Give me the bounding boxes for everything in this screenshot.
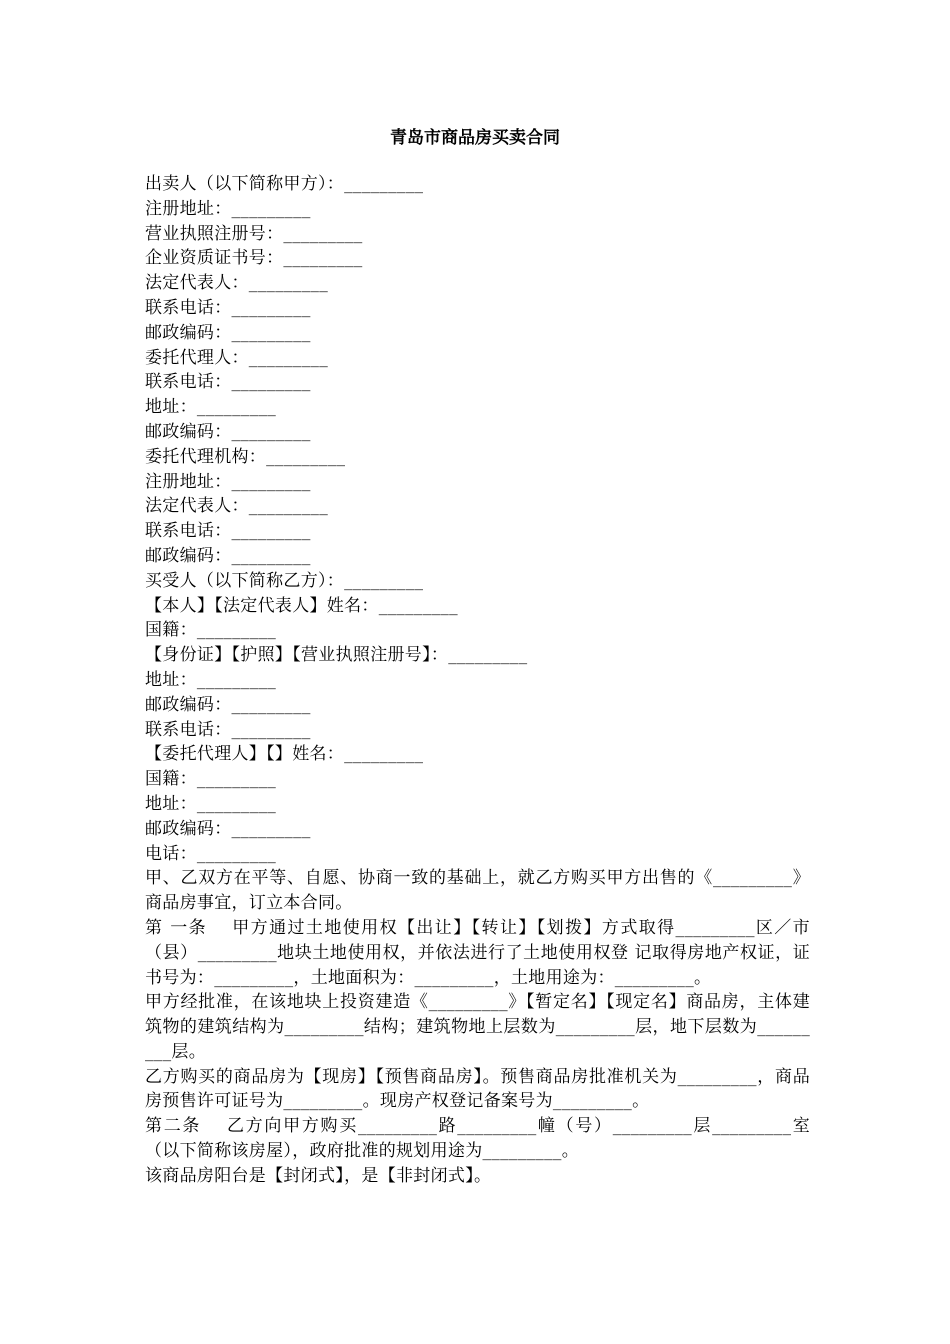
field-agency-postal-code: 邮政编码：_________: [145, 545, 311, 566]
field-seller: 出卖人（以下简称甲方）：_________: [145, 174, 424, 194]
field-buyer-agent-nationality: 国籍：_________: [145, 769, 277, 790]
field-legal-representative: 法定代表人：_________: [145, 273, 328, 294]
field-registered-address: 注册地址：_________: [145, 198, 311, 219]
field-buyer-id: 【身份证】【护照】【营业执照注册号】：_________: [145, 645, 528, 666]
paragraph-balcony: 该商品房阳台是【封闭式】，是【非封闭式】。: [145, 1165, 492, 1186]
field-agency-legal-representative: 法定代表人：_________: [145, 496, 328, 517]
field-buyer-name: 【本人】【法定代表人】姓名：_________: [145, 595, 458, 616]
field-buyer-agent-phone: 电话：_________: [145, 843, 277, 864]
field-agent: 委托代理人：_________: [145, 347, 328, 368]
document-title: 青岛市商品房买卖合同: [390, 128, 560, 148]
paragraph-construction: 甲方经批准，在该地块上投资建造《_________》【暂定名】【现定名】商品房，主体建筑物的建筑结构为_________结构；建筑物地上层数为_________层，地下层数为_________层。: [145, 992, 810, 1062]
field-business-license-no: 营业执照注册号：_________: [145, 223, 363, 244]
field-phone: 联系电话：_________: [145, 297, 311, 318]
document-body: [145, 172, 810, 1189]
field-buyer-phone: 联系电话：_________: [145, 719, 311, 740]
field-buyer-agent-address: 地址：_________: [145, 793, 277, 814]
paragraph-presale: 乙方购买的商品房为【现房】【预售商品房】。预售商品房批准机关为_________，商品房预售许可证号为_________。现房产权登记备案号为_________。: [145, 1066, 810, 1112]
field-buyer: 买受人（以下简称乙方）：_________: [145, 570, 424, 591]
paragraph-article-2: 第二条 乙方向甲方购买_________路_________幢（号）_________层_________室（以下简称该房屋），政府批准的规划用途为_________。: [145, 1116, 810, 1162]
field-agent-postal-code: 邮政编码：_________: [145, 421, 311, 442]
field-agent-phone: 联系电话：_________: [145, 372, 311, 393]
field-agency: 委托代理机构：_________: [145, 446, 346, 467]
field-buyer-agent-postal-code: 邮政编码：_________: [145, 818, 311, 839]
field-agent-address: 地址：_________: [145, 397, 277, 418]
paragraph-preamble: 甲、乙双方在平等、自愿、协商一致的基础上，就乙方购买甲方出售的《_________》商品房事宜，订立本合同。: [145, 868, 810, 914]
field-agency-phone: 联系电话：_________: [145, 521, 311, 542]
field-buyer-agent-name: 【委托代理人】【】姓名：_________: [145, 744, 424, 765]
field-buyer-postal-code: 邮政编码：_________: [145, 694, 311, 715]
paragraph-article-1: 第 一条 甲方通过土地使用权【出让】【转让】【划拨】方式取得_________区／市（县）_________地块土地使用权，并依法进行了土地使用权登 记取得房地产权证，证书号为：_________，土地面积为：_________，土地用途为：_________。: [145, 917, 810, 988]
field-buyer-nationality: 国籍：_________: [145, 620, 277, 641]
field-postal-code: 邮政编码：_________: [145, 322, 311, 343]
field-buyer-address: 地址：_________: [145, 669, 277, 690]
field-qualification-cert-no: 企业资质证书号：_________: [145, 248, 363, 269]
field-agency-registered-address: 注册地址：_________: [145, 471, 311, 492]
